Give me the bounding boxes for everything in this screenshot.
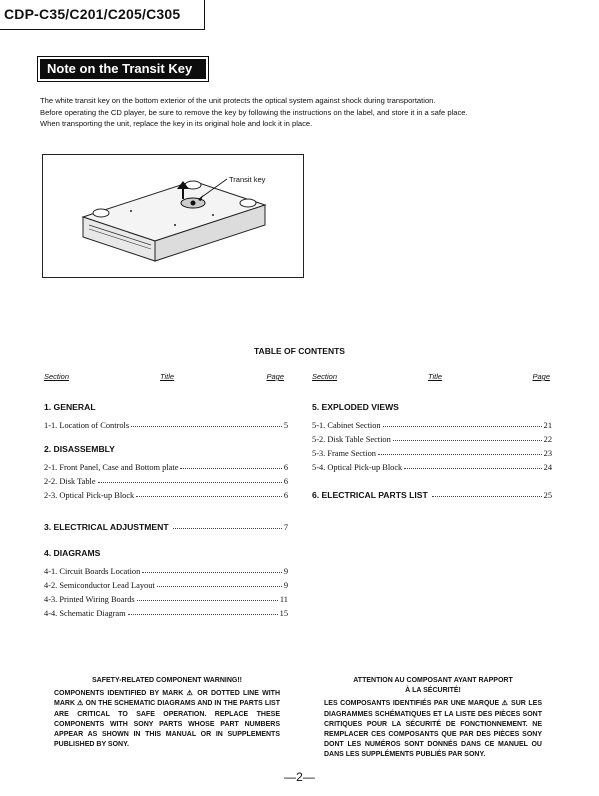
toc-entry[interactable]: 5-3. Frame Section 23: [312, 449, 552, 458]
safety-warning-french: [324, 676, 542, 761]
intro-text: [40, 95, 560, 130]
col-title-header: Title: [428, 372, 443, 381]
transit-key-figure: [42, 154, 304, 278]
model-number: CDP-C35/C201/C205/C305: [4, 6, 181, 22]
toc-entry[interactable]: 1-1. Location of Controls 5: [44, 421, 288, 430]
toc-entry[interactable]: 4-4. Schematic Diagram 15: [44, 609, 288, 618]
toc-entry[interactable]: 2-3. Optical Pick-up Block 6: [44, 491, 288, 500]
cd-player-illustration: [43, 155, 303, 277]
toc-section-heading: 2. DISASSEMBLY: [44, 444, 115, 454]
toc-section-row[interactable]: 3. ELECTRICAL ADJUSTMENT 7: [44, 522, 288, 532]
toc-column-headers: [312, 372, 552, 384]
section-title: Note on the Transit Key: [40, 59, 206, 79]
intro-paragraph-3: When transporting the unit, replace the key in its original hole and lock it in place.: [40, 119, 313, 128]
toc-entry[interactable]: 2-2. Disk Table 6: [44, 477, 288, 486]
toc-right-column: [312, 372, 552, 500]
intro-paragraph-1: The white transit key on the bottom exterior of the unit protects the optical system against shock during transportation.: [40, 96, 436, 105]
intro-paragraph-2: Before operating the CD player, be sure to remove the key by following the instructions on the label, and store it in a safe place.: [40, 107, 468, 117]
toc-section-heading: 4. DIAGRAMS: [44, 548, 101, 558]
col-page-header: Page: [266, 372, 284, 381]
toc-entry[interactable]: 5-1. Cabinet Section 21: [312, 421, 552, 430]
toc-entry[interactable]: 4-2. Semiconductor Lead Layout 9: [44, 581, 288, 590]
toc-column-headers: [44, 372, 288, 384]
toc-entry[interactable]: 5-2. Disk Table Section 22: [312, 435, 552, 444]
transit-key-label: Transit key: [229, 175, 266, 184]
warning-title-line-1: ATTENTION AU COMPOSANT AYANT RAPPORT: [353, 677, 513, 684]
toc-entry[interactable]: 4-3. Printed Wiring Boards 11: [44, 595, 288, 604]
col-section-header: Section: [44, 372, 70, 381]
warning-body: COMPONENTS IDENTIFIED BY MARK ⚠ OR DOTTED LINE WITH MARK ⚠ ON THE SCHEMATIC DIAGRAMS AND IN THE PARTS LIST ARE CRITICAL TO SAFE OPERATION. REPLACE THESE COMPONENTS WITH SONY PARTS WHOSE PART NUMBERS APPEAR AS SHOWN IN THIS MANUAL OR IN SUPPLEMENTS PUBLISHED BY SONY.: [54, 690, 280, 749]
toc-entry[interactable]: 4-1. Circuit Boards Location 9: [44, 567, 288, 576]
col-section-header: Section: [312, 372, 338, 381]
toc-section-heading: 5. EXPLODED VIEWS: [312, 402, 399, 412]
warning-body: LES COMPOSANTS IDENTIFIÉS PAR UNE MARQUE ⚠ SUR LES DIAGRAMMES SCHÉMATIQUES ET LA LISTE DES PIÈCES SONT CRITIQUES POUR LA SÉCURITÉ DE FONCTIONNEMENT. NE REMPLACER CES COMPOSANTS QUE PAR DES PIÈCES SONY DONT LES NUMÉROS SONT DONNÉS DANS CE MANUEL OU DANS LES SUPPLÉMENTS PUBLIÉS PAR SONY.: [324, 700, 542, 759]
toc-section-heading: 1. GENERAL: [44, 402, 96, 412]
toc-left-column: [44, 372, 288, 618]
col-page-header: Page: [532, 372, 550, 381]
toc-entry[interactable]: 5-4. Optical Pick-up Block 24: [312, 463, 552, 472]
toc-section-row[interactable]: 6. ELECTRICAL PARTS LIST 25: [312, 490, 552, 500]
warning-title-line-2: À LA SÉCURITÉ!: [405, 687, 461, 695]
toc-title: TABLE OF CONTENTS: [254, 346, 345, 356]
warning-title: SAFETY-RELATED COMPONENT WARNING!!: [92, 677, 242, 684]
toc-entry[interactable]: 2-1. Front Panel, Case and Bottom plate 6: [44, 463, 288, 472]
page-number: —2—: [284, 770, 315, 784]
col-title-header: Title: [160, 372, 175, 381]
safety-warning-english: [54, 676, 280, 750]
model-header: [0, 0, 205, 30]
